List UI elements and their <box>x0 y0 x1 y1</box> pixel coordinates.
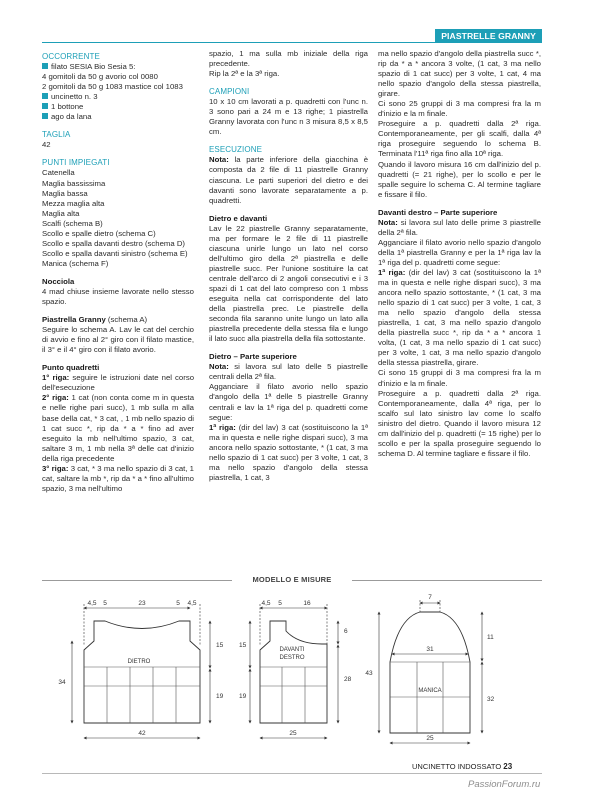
dietro-label: DIETRO <box>127 659 151 665</box>
dim-label: 42 <box>138 730 146 737</box>
dietro-piece <box>58 600 223 738</box>
dim-label: 5 <box>278 600 282 607</box>
dim-label: 16 <box>303 600 311 607</box>
magazine-name: UNCINETTO INDOSSATO <box>412 762 502 771</box>
dim-label: 15 <box>239 642 247 649</box>
occorrente-item: uncinetto n. 3 <box>42 92 194 102</box>
bullet-square-icon <box>42 93 48 99</box>
dim-label: 6 <box>344 628 348 635</box>
piastrella-heading: Piastrella Granny (schema A) <box>42 315 148 325</box>
pattern-schematic <box>42 575 542 750</box>
dim-label: 7 <box>428 594 432 601</box>
occorrente-item: 4 gomitoli da 50 g avorio col 0080 <box>42 72 158 82</box>
dietro-davanti-text: Lav le 22 piastrelle Granny separatamente, ma per formare le 2 file di 11 piastrelle ciascuna unirle lungo un lato nel corso dell'ultimo giro della 2ª piastrella e delle piastrelle succ. Per l'unione sostituire la cat centrale dell'arco di 2 angoli consecutivi e i 3 spazi di 1 cat del lato compreso con 1 mbss eseguita nella cat corrispondente del lato della piastrella prec. Le piastrelle della seconda fila saranno unite lungo un lato alla piastrella precedente della stessa fila e lungo il lato succ alla piastrella della fila sottostante. <box>209 223 368 344</box>
continued-text: spazio, 1 ma sulla mb iniziale della riga precedente. <box>209 49 368 69</box>
campioni-text: 10 x 10 cm lavorati a p. quadretti con l'unc n. 3 sono pari a 24 m e 13 righe; 1 piastrella Granny lavorata con l'unc n 3 misura 8,5 x 8,5 cm. <box>209 97 368 137</box>
col3-paragraph: Proseguire a p. quadretti dalla 2ª riga. Contemporaneamente, per gli scalfi, dalla 4ª riga proseguire seguendo lo schema B. Terminata l'11ª riga fino alla 10ª riga. <box>378 119 541 159</box>
watermark: PassionForum.ru <box>468 779 541 790</box>
davanti-label: DESTRO <box>279 655 305 661</box>
dim-label: 19 <box>239 693 247 700</box>
nocciola-text: 4 mad chiuse insieme lavorate nello stesso spazio. <box>42 286 194 307</box>
punto-row-2: 2° riga: 1 cat (non conta come m in questa e nelle righe pari succ), 1 mb sulla m alla base della cat, * 3 cat, , 1 mb nello spazio di 1 cat succ *, rip da * a * fino ad aver eseguito la mb nell'ultimo spazio, 3 cat, saltare 3 m, 1 mb nella 3ª delle cat d'inizio della riga precedente <box>42 393 195 463</box>
taglia-value: 42 <box>42 140 51 150</box>
davanti-destro-piece <box>239 600 352 738</box>
bullet-square-icon <box>42 103 48 109</box>
col3-paragraph: Proseguire a p. quadretti dalla 2ª riga. Contemporaneamente, dalla 4ª riga, per lo scalfo sul lato sinistro lav come lo scalfo sinistro del dietro. Quando il lavoro misura 12 cm dall'inizio del p. quadretti (= 15 righe) per lo scollo e per la spalla proseguire seguendo lo schema D. Al termine tagliare e fissare il filo. <box>378 388 541 458</box>
column-3 <box>378 49 541 459</box>
col3-paragraph: Ci sono 15 gruppi di 3 ma compresi fra la m d'inizio e la m finale. <box>378 368 541 388</box>
davanti-destro-note: Nota: si lavora sul lato delle prime 3 piastrelle della 2ª fila. <box>378 217 541 237</box>
dim-label: 43 <box>365 670 373 677</box>
figure-title: MODELLO E MISURE <box>252 575 332 584</box>
footer-rule <box>42 773 542 774</box>
campioni-title: CAMPIONI <box>209 87 250 97</box>
dim-label: 34 <box>58 679 66 686</box>
dim-label: 4,5 <box>87 600 97 607</box>
esecuzione-title: ESECUZIONE <box>209 145 263 155</box>
column-2 <box>209 49 368 483</box>
punto-item: Maglia bassissima <box>42 178 106 188</box>
header-rule <box>42 42 542 43</box>
occorrente-item: 1 bottone <box>42 102 194 112</box>
punto-item: Scollo e spalla davanti sinistro (schema E) <box>42 248 188 258</box>
occorrente-item: filato SESIA Bio Sesia 5: <box>42 62 194 72</box>
occorrente-item: ago da lana <box>42 112 194 122</box>
dim-label: 4,5 <box>187 600 197 607</box>
punto-item: Maglia alta <box>42 208 80 218</box>
dim-label: 25 <box>289 730 297 737</box>
punto-item: Scalfi (schema B) <box>42 218 103 228</box>
occorrente-title: OCCORRENTE <box>42 52 100 61</box>
nocciola-title: Nocciola <box>42 276 75 286</box>
col3-paragraph: ma nello spazio d'angolo della piastrella succ *, rip da * a * ancora 3 volte, (1 cat, 3 ma nello spazio di 1 cat succ) per 3 volte, 1 cat, 4 ma nello spazio d'angolo della stessa piastrella, girare. <box>378 49 541 99</box>
section-title-tab: PIASTRELLE GRANNY <box>435 29 542 43</box>
davanti-row-1: 1ª riga: (dir del lav) 3 cat (sostituiscono la 1ª ma in questa e nelle righe dispari succ), 3 ma ancora nello spazio sottostante, * (1 cat, 3 ma nello spazio di 1 cat succ) per 3 volte, 1 cat, 3 ma nello spazio d'angolo della stessa piastrella, 1 cat, 3 ma nello spazio d'angolo della piastrella succ *, rip da * a * ancora 1 volta, (1 cat, 3 ma nello spazio di 1 cat succ) per 3 volte, 1 cat, 3 ma nello spazio d'angolo della stessa piastrella, girare. <box>378 267 541 368</box>
dim-label: 15 <box>216 642 224 649</box>
punto-quadretti-title: Punto quadretti <box>42 363 100 373</box>
title-rule-right <box>352 580 542 581</box>
repeat-text: Rip la 2ª e la 3ª riga. <box>209 69 280 79</box>
punto-item: Maglia bassa <box>42 188 88 198</box>
page-number: 23 <box>503 762 513 771</box>
punto-row-3: 3° riga: 3 cat, * 3 ma nello spazio di 3 cat, 1 cat, saltare la mb *, rip da * a * fino all'ultimo spazio, 3 ma nell'ultimo <box>42 463 194 493</box>
dim-label: 4,5 <box>261 600 271 607</box>
taglia-title: TAGLIA <box>42 130 71 140</box>
occorrente-item: 2 gomitoli da 50 g 1083 mastice col 1083 <box>42 82 183 92</box>
dim-label: 28 <box>344 676 352 683</box>
punto-item: Mezza maglia alta <box>42 198 105 208</box>
davanti-label: DAVANTI <box>279 647 305 653</box>
punto-item: Scollo e spalla davanti destro (schema D) <box>42 238 186 248</box>
punti-title: PUNTI IMPIEGATI <box>42 158 110 168</box>
col3-paragraph: Quando il lavoro misura 16 cm dall'inizio del p. quadretti (= 21 righe), per lo scollo e per le spalle seguire lo schema C. Al termine tagliare e fissare il filo. <box>378 159 541 199</box>
dim-label: 11 <box>487 634 494 641</box>
dietro-superiore-text: Agganciare il filato avorio nello spazio d'angolo della 1ª delle 5 piastrelle Granny centrali e lav la 1ª riga del p. quadretti come segue: <box>209 382 368 422</box>
col3-paragraph: Ci sono 25 gruppi di 3 ma compresi fra la m d'inizio e la m finale. <box>378 99 541 119</box>
davanti-destro-text: Agganciare il filato avorio nello spazio d'angolo della 1ª piastrella Granny e per la 1ª riga lav la 1ª riga del p. quadretti come segue: <box>378 237 541 267</box>
page-footer <box>412 762 512 771</box>
davanti-destro-title: Davanti destro – Parte superiore <box>378 207 498 217</box>
dietro-davanti-title: Dietro e davanti <box>209 213 268 223</box>
dim-label: 23 <box>138 600 146 607</box>
dim-label: 25 <box>426 735 434 742</box>
dim-label: 19 <box>216 693 224 700</box>
esecuzione-note: Nota: la parte inferiore della giacchina è composta da 2 file di 11 piastrelle Granny ciascuna. Le parti superiori del dietro e dei davanti sono lavorate separatamente a p. quadretti. <box>209 155 369 205</box>
dietro-superiore-title: Dietro – Parte superiore <box>209 352 297 362</box>
manica-label: MANICA <box>418 688 442 694</box>
bullet-square-icon <box>42 113 48 119</box>
dim-label: 5 <box>103 600 107 607</box>
dim-label: 32 <box>487 696 495 703</box>
column-1 <box>42 52 194 494</box>
dietro-superiore-note: Nota: si lavora sul lato delle 5 piastrelle centrali della 2ª fila. <box>209 362 368 382</box>
title-rule-left <box>42 580 232 581</box>
punto-item: Catenella <box>42 168 75 178</box>
punto-row-1: 1° riga: seguire le istruzioni date nel corso dell'esecuzione <box>42 373 194 393</box>
schematic-svg <box>42 586 542 754</box>
bullet-square-icon <box>42 63 48 69</box>
punto-item: Manica (schema F) <box>42 258 109 268</box>
manica-piece <box>365 594 494 743</box>
punto-item: Scollo e spalle dietro (schema C) <box>42 228 156 238</box>
figure-title-bar <box>42 575 542 586</box>
piastrella-text: Seguire lo schema A. Lav le cat del cerchio di avvio e fino al 2° giro con il filato mastice, il 3° e il 4° giro con il filato avorio. <box>42 325 194 355</box>
dim-label: 31 <box>426 646 434 653</box>
dietro-row-1: 1ª riga: (dir del lav) 3 cat (sostituiscono la 1ª ma in questa e nelle righe dispari succ), 3 ma ancora nello spazio sottostante, * (1 cat, 3 ma nello spazio di 1 cat succ) per 3 volte, 1 cat, 3 ma nello spazio d'angolo della stessa piastrella, 1 cat, 3 <box>209 422 369 482</box>
dim-label: 5 <box>176 600 180 607</box>
